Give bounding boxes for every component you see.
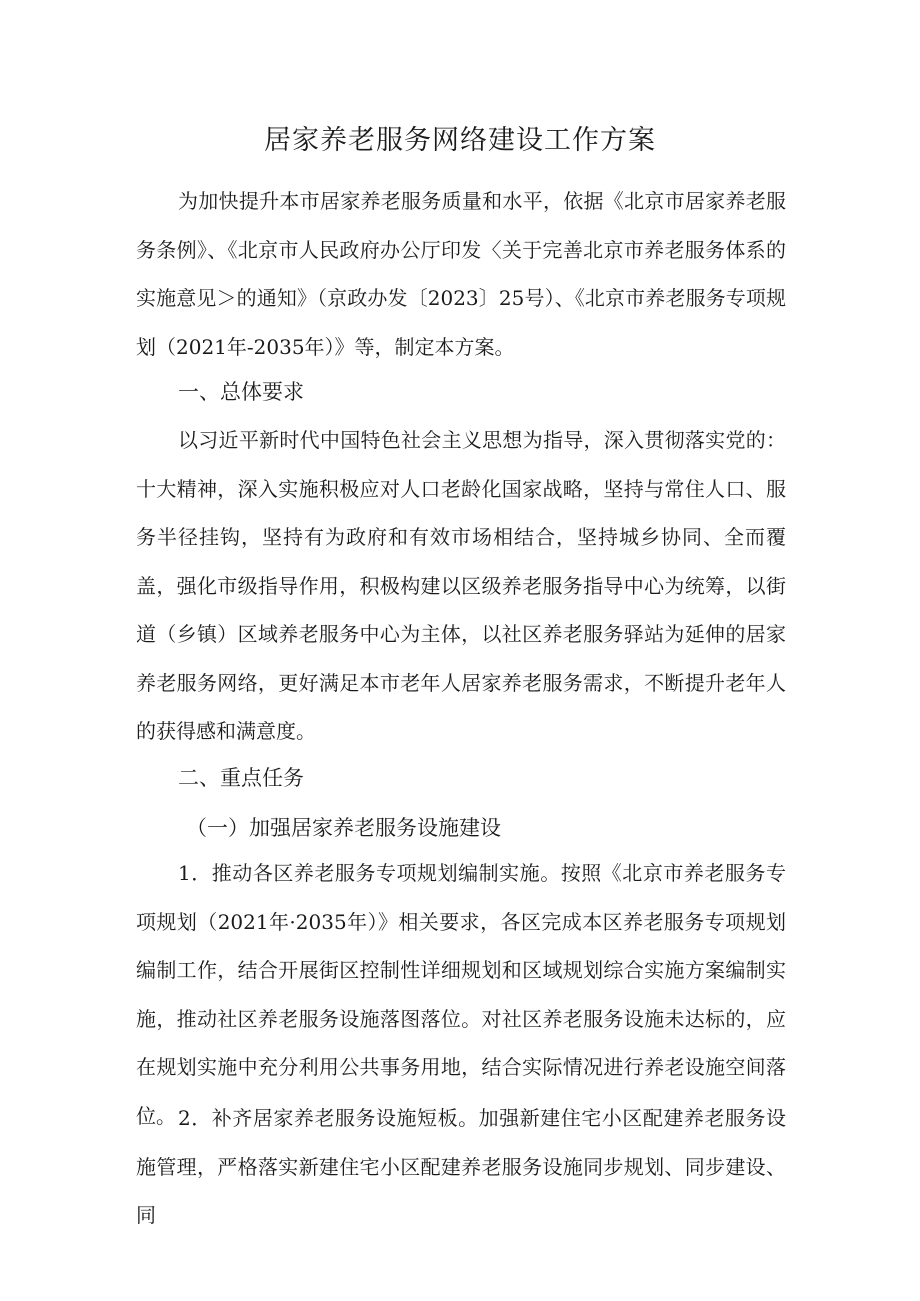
section-heading-key-tasks: 二、重点任务 xyxy=(178,766,304,790)
general-requirements-paragraph: 以习近平新时代中国特色社会主义思想为指导，深入贯彻落实党的：十大精神，深入实施积极应对人口老龄化国家战略，坚持与常住人口、服务半径挂钩，坚持有为政府和有效市场相结合，坚持城乡协同、全而覆盖，强化市级指导作用，积极构建以区级养老服务指导中心为统筹，以街道（乡镇）区域养老服务中心为主体，以社区养老服务驿站为延伸的居家养老服务网络，更好满足本市老年人居家养老服务需求，不断提升老年人的获得感和满意度。 xyxy=(136,428,786,743)
subsection-heading-facility-construction: （一）加强居家养老服务设施建设 xyxy=(186,816,501,840)
intro-paragraph: 为加快提升本市居家养老服务质量和水平，依据《北京市居家养老服务条例》、《北京市人民政府办公厅印发〈关于完善北京市养老服务体系的实施意见＞的通知》（京政办发〔2023〕25号）、《北京市养老服务专项规划（2021年-2035年）》等，制定本方案。 xyxy=(136,189,786,359)
document-title: 居家养老服务网络建设工作方案 xyxy=(264,125,656,156)
task-item-2: 2．补齐居家养老服务设施短板。加强新建住宅小区配建养老服务设施管理，严格落实新建住宅小区配建养老服务设施同步规划、同步建设、同 xyxy=(136,1106,786,1227)
task-item-1: 1．推动各区养老服务专项规划编制实施。按照《北京市养老服务专项规划（2021年·2035年）》相关要求，各区完成本区养老服务专项规划编制工作，结合开展街区控制性详细规划和区域规划综合实施方案编制实施，推动社区养老服务设施落图落位。对社区养老服务设施未达标的，应在规划实施中充分利用公共事务用地，结合实际情况进行养老设施空间落位。 xyxy=(136,861,786,1128)
section-heading-general-requirements: 一、总体要求 xyxy=(178,380,304,404)
